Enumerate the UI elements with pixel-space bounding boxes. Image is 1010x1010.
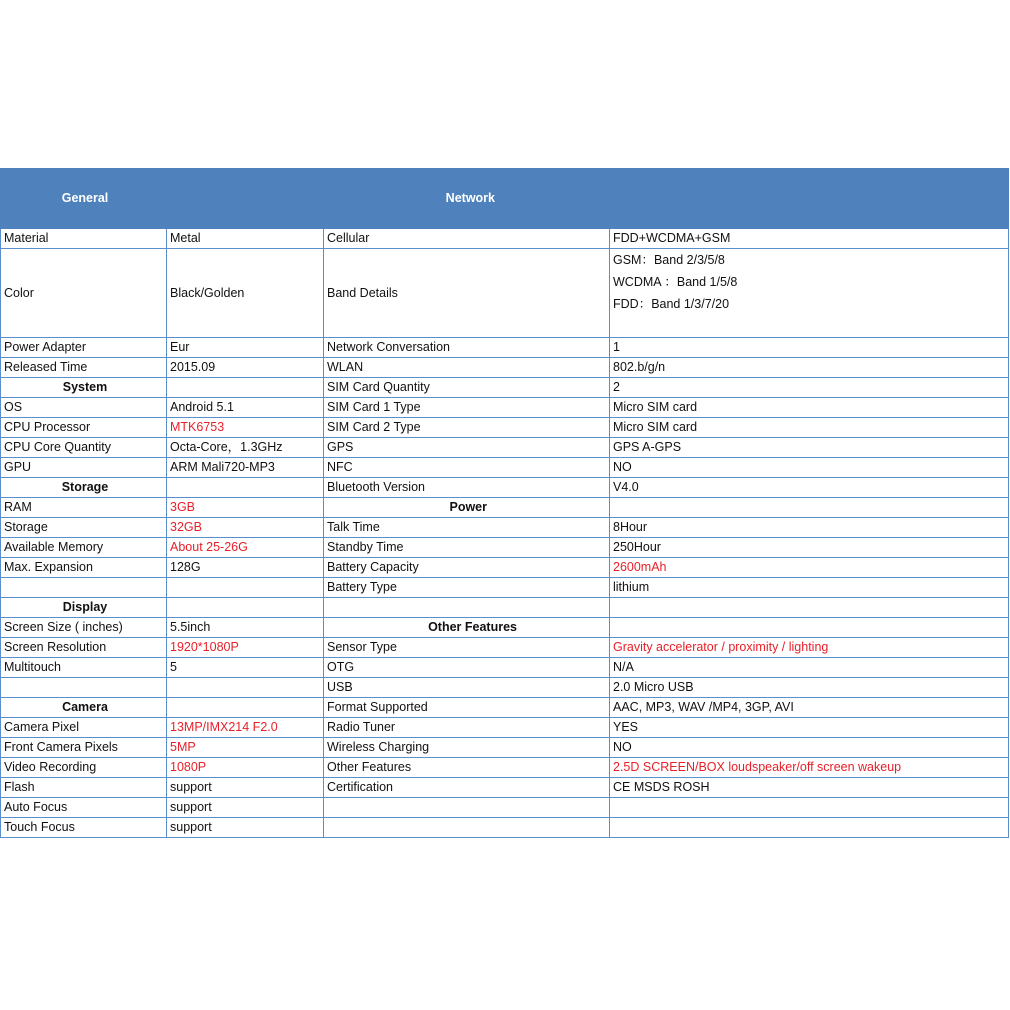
spec-value: 1920*1080P <box>167 638 324 658</box>
table-row <box>1 458 1009 478</box>
table-row <box>1 249 1009 338</box>
spec-label: Storage <box>1 518 167 538</box>
spec-value: ARM Mali720-MP3 <box>167 458 324 478</box>
table-row <box>1 358 1009 378</box>
table-row <box>1 518 1009 538</box>
spec-value: 8Hour <box>610 518 1009 538</box>
spec-value: AAC, MP3, WAV /MP4, 3GP, AVI <box>610 698 1009 718</box>
spec-label: Sensor Type <box>324 638 610 658</box>
spec-value: N/A <box>610 658 1009 678</box>
section-heading: Other Features <box>324 618 610 638</box>
spec-label: Available Memory <box>1 538 167 558</box>
spec-label: Screen Size ( inches) <box>1 618 167 638</box>
table-row <box>1 478 1009 498</box>
spec-label: Screen Resolution <box>1 638 167 658</box>
table-row <box>1 738 1009 758</box>
spec-label: Flash <box>1 778 167 798</box>
spec-label: Video Recording <box>1 758 167 778</box>
spec-label: Band Details <box>324 249 610 338</box>
spec-value: 250Hour <box>610 538 1009 558</box>
band-line: GSM：Band 2/3/5/8 <box>613 253 725 267</box>
section-heading: Storage <box>1 478 167 498</box>
spec-label: Max. Expansion <box>1 558 167 578</box>
spec-label: Released Time <box>1 358 167 378</box>
spec-label: OTG <box>324 658 610 678</box>
section-heading: Camera <box>1 698 167 718</box>
spec-label: Radio Tuner <box>324 718 610 738</box>
spec-value <box>610 818 1009 838</box>
spec-value: 5 <box>167 658 324 678</box>
spec-label: NFC <box>324 458 610 478</box>
spec-value: 32GB <box>167 518 324 538</box>
spec-value <box>167 378 324 398</box>
table-row <box>1 378 1009 398</box>
spec-label: SIM Card 1 Type <box>324 398 610 418</box>
spec-value: Micro SIM card <box>610 418 1009 438</box>
spec-value: Octa-Core，1.3GHz <box>167 438 324 458</box>
spec-value <box>610 598 1009 618</box>
spec-value: 802.b/g/n <box>610 358 1009 378</box>
table-row <box>1 598 1009 618</box>
spec-label: SIM Card Quantity <box>324 378 610 398</box>
spec-label: Certification <box>324 778 610 798</box>
spec-value: Black/Golden <box>167 249 324 338</box>
band-details-value <box>610 249 1009 338</box>
spec-label: GPU <box>1 458 167 478</box>
spec-value <box>167 698 324 718</box>
spec-value: support <box>167 778 324 798</box>
spec-label: Wireless Charging <box>324 738 610 758</box>
spec-value: GPS A-GPS <box>610 438 1009 458</box>
spec-label <box>324 798 610 818</box>
spec-value <box>610 798 1009 818</box>
spec-value: Metal <box>167 229 324 249</box>
table-row <box>1 558 1009 578</box>
spec-value: NO <box>610 738 1009 758</box>
table-row <box>1 778 1009 798</box>
spec-label: Format Supported <box>324 698 610 718</box>
spec-label: Other Features <box>324 758 610 778</box>
table-row <box>1 398 1009 418</box>
spec-label <box>324 598 610 618</box>
spec-value: Micro SIM card <box>610 398 1009 418</box>
spec-label: Power Adapter <box>1 338 167 358</box>
spec-value: 2.5D SCREEN/BOX loudspeaker/off screen wakeup <box>610 758 1009 778</box>
table-row <box>1 678 1009 698</box>
header-general: General <box>1 169 167 229</box>
spec-label: Touch Focus <box>1 818 167 838</box>
spec-label: Color <box>1 249 167 338</box>
spec-label: WLAN <box>324 358 610 378</box>
spec-label: Battery Capacity <box>324 558 610 578</box>
spec-value: Android 5.1 <box>167 398 324 418</box>
table-row <box>1 438 1009 458</box>
spec-value: 128G <box>167 558 324 578</box>
section-heading: Display <box>1 598 167 618</box>
spec-label: Front Camera Pixels <box>1 738 167 758</box>
spec-value: Gravity accelerator / proximity / lighting <box>610 638 1009 658</box>
spec-label: Material <box>1 229 167 249</box>
spec-value: 2.0 Micro USB <box>610 678 1009 698</box>
table-row <box>1 578 1009 598</box>
band-line: WCDMA ：Band 1/5/8 <box>613 275 738 289</box>
table-row <box>1 758 1009 778</box>
spec-label <box>1 678 167 698</box>
spec-value <box>167 578 324 598</box>
spec-table <box>0 168 1009 838</box>
spec-value <box>610 618 1009 638</box>
spec-label: Battery Type <box>324 578 610 598</box>
spec-label: Standby Time <box>324 538 610 558</box>
spec-value: NO <box>610 458 1009 478</box>
spec-label: Camera Pixel <box>1 718 167 738</box>
spec-value: FDD+WCDMA+GSM <box>610 229 1009 249</box>
table-row <box>1 618 1009 638</box>
table-row <box>1 798 1009 818</box>
spec-label <box>324 818 610 838</box>
spec-value: 2600mAh <box>610 558 1009 578</box>
table-row <box>1 418 1009 438</box>
section-heading: System <box>1 378 167 398</box>
table-row <box>1 698 1009 718</box>
spec-value: support <box>167 798 324 818</box>
spec-value: 2015.09 <box>167 358 324 378</box>
spec-label: CPU Processor <box>1 418 167 438</box>
spec-label: CPU Core Quantity <box>1 438 167 458</box>
spec-value: 1080P <box>167 758 324 778</box>
spec-label: Talk Time <box>324 518 610 538</box>
table-row <box>1 818 1009 838</box>
spec-label: Multitouch <box>1 658 167 678</box>
spec-value: support <box>167 818 324 838</box>
spec-label: RAM <box>1 498 167 518</box>
spec-label: OS <box>1 398 167 418</box>
section-heading: Power <box>324 498 610 518</box>
spec-label: Bluetooth Version <box>324 478 610 498</box>
band-line: FDD：Band 1/3/7/20 <box>613 297 730 311</box>
table-row <box>1 538 1009 558</box>
spec-value: 5.5inch <box>167 618 324 638</box>
table-row <box>1 718 1009 738</box>
spec-value: 2 <box>610 378 1009 398</box>
spec-value: lithium <box>610 578 1009 598</box>
spec-label: SIM Card 2 Type <box>324 418 610 438</box>
table-row <box>1 229 1009 249</box>
spec-label: Auto Focus <box>1 798 167 818</box>
header-row <box>1 169 1009 229</box>
spec-label: GPS <box>324 438 610 458</box>
spec-value <box>167 678 324 698</box>
spec-value: V4.0 <box>610 478 1009 498</box>
table-row <box>1 638 1009 658</box>
spec-label: Cellular <box>324 229 610 249</box>
spec-value <box>610 498 1009 518</box>
spec-value: Eur <box>167 338 324 358</box>
header-network: Network <box>324 169 610 229</box>
table-row <box>1 338 1009 358</box>
spec-value: 3GB <box>167 498 324 518</box>
table-row <box>1 658 1009 678</box>
spec-value: 13MP/IMX214 F2.0 <box>167 718 324 738</box>
spec-label: Network Conversation <box>324 338 610 358</box>
spec-value <box>167 598 324 618</box>
spec-label <box>1 578 167 598</box>
spec-value: CE MSDS ROSH <box>610 778 1009 798</box>
spec-value: 1 <box>610 338 1009 358</box>
spec-value: YES <box>610 718 1009 738</box>
table-row <box>1 498 1009 518</box>
spec-value <box>167 478 324 498</box>
spec-value: 5MP <box>167 738 324 758</box>
spec-label: USB <box>324 678 610 698</box>
spec-value: MTK6753 <box>167 418 324 438</box>
spec-value: About 25-26G <box>167 538 324 558</box>
